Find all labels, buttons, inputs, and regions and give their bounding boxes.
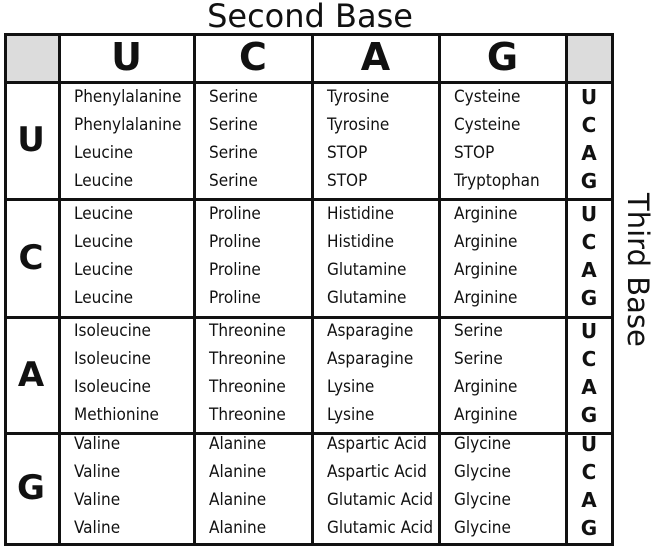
codon-cell: Alanine [209, 434, 267, 454]
third-base-g: G [580, 516, 598, 540]
first-base-a: A [17, 355, 45, 395]
codon-cell: Alanine [209, 490, 267, 510]
codon-cell: Lysine [327, 377, 375, 397]
codon-cell: Serine [209, 86, 258, 107]
third-base-c: C [581, 347, 597, 371]
grid-vline [311, 36, 314, 543]
codon-cell: Leucine [74, 142, 134, 163]
second-base-title: Second Base [207, 0, 413, 35]
codon-cell: Leucine [74, 204, 134, 224]
third-base-u: U [580, 84, 598, 109]
third-base-a: A [581, 488, 597, 512]
codon-cell: Proline [209, 288, 261, 308]
first-base-g: G [17, 468, 45, 508]
codon-cell: Phenylalanine [74, 86, 182, 107]
codon-cell: STOP [454, 142, 495, 163]
codon-cell: STOP [327, 142, 368, 163]
codon-cell: Serine [209, 114, 258, 135]
codon-cell: Threonine [209, 377, 286, 397]
codon-cell: Asparagine [327, 321, 414, 341]
third-base-a: A [581, 258, 597, 282]
grid-vline [193, 36, 196, 543]
codon-cell: Tryptophan [454, 170, 540, 191]
codon-cell: Aspartic Acid [327, 462, 427, 482]
codon-cell: Tyrosine [327, 86, 390, 107]
codon-cell: Serine [209, 142, 258, 163]
codon-cell: Valine [74, 434, 121, 454]
codon-cell: Leucine [74, 232, 134, 252]
codon-cell: Glycine [454, 518, 511, 538]
codon-cell: Glutamine [327, 288, 407, 308]
second-base-a: A [360, 35, 391, 79]
codon-cell: Alanine [209, 462, 267, 482]
codon-cell: Glycine [454, 462, 511, 482]
second-base-c: C [239, 35, 267, 79]
codon-cell: Alanine [209, 518, 267, 538]
grid-vline [438, 36, 441, 543]
third-base-g: G [580, 286, 598, 310]
third-base-u: U [580, 432, 598, 456]
third-base-g: G [580, 403, 598, 427]
codon-cell: Valine [74, 490, 121, 510]
codon-cell: Threonine [209, 321, 286, 341]
codon-table [4, 33, 614, 546]
codon-cell: Arginine [454, 260, 518, 280]
third-base-c: C [581, 112, 597, 137]
codon-cell: Arginine [454, 204, 518, 224]
codon-cell: Threonine [209, 349, 286, 369]
codon-cell: Asparagine [327, 349, 414, 369]
codon-cell: Phenylalanine [74, 114, 182, 135]
third-base-a: A [581, 375, 597, 399]
codon-cell: Methionine [74, 405, 159, 425]
codon-cell: Leucine [74, 170, 134, 191]
codon-cell: Lysine [327, 405, 375, 425]
codon-cell: Serine [209, 170, 258, 191]
first-base-c: C [18, 238, 44, 278]
codon-cell: Arginine [454, 377, 518, 397]
codon-cell: Arginine [454, 405, 518, 425]
third-base-u: U [580, 319, 598, 343]
codon-cell: Proline [209, 260, 261, 280]
codon-cell: Cysteine [454, 114, 521, 135]
codon-cell: Arginine [454, 288, 518, 308]
codon-cell: Proline [209, 232, 261, 252]
codon-cell: Cysteine [454, 86, 521, 107]
codon-cell: Aspartic Acid [327, 434, 427, 454]
codon-cell: Proline [209, 204, 261, 224]
codon-cell: Glycine [454, 434, 511, 454]
grid-vline [58, 36, 61, 543]
codon-cell: Histidine [327, 232, 395, 252]
codon-cell: Arginine [454, 232, 518, 252]
codon-cell: Isoleucine [74, 377, 151, 397]
second-base-u: U [111, 35, 142, 79]
third-base-c: C [581, 460, 597, 484]
first-base-u: U [17, 120, 45, 160]
codon-cell: Glutamine [327, 260, 407, 280]
codon-cell: Glutamic Acid [327, 490, 434, 510]
third-header-cell [566, 36, 611, 82]
codon-cell: Histidine [327, 204, 395, 224]
codon-cell: Valine [74, 462, 121, 482]
codon-cell: Tyrosine [327, 114, 390, 135]
codon-cell: Glutamic Acid [327, 518, 434, 538]
third-base-u: U [580, 202, 598, 226]
codon-cell: Leucine [74, 288, 134, 308]
codon-cell: Serine [454, 321, 503, 341]
second-base-g: G [486, 35, 519, 79]
codon-cell: Glycine [454, 490, 511, 510]
codon-cell: Threonine [209, 405, 286, 425]
codon-cell: Valine [74, 518, 121, 538]
third-base-c: C [581, 230, 597, 254]
third-base-title: Third Base [621, 193, 655, 347]
corner-cell [7, 36, 59, 82]
codon-cell: Isoleucine [74, 321, 151, 341]
codon-cell: Leucine [74, 260, 134, 280]
third-base-a: A [581, 140, 597, 165]
third-base-g: G [580, 168, 598, 193]
codon-cell: Isoleucine [74, 349, 151, 369]
codon-cell: Serine [454, 349, 503, 369]
codon-cell: STOP [327, 170, 368, 191]
